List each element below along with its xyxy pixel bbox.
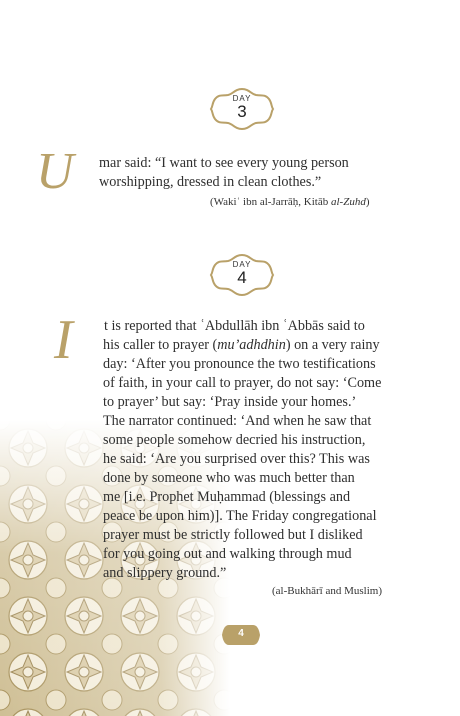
day-3-quote (99, 154, 349, 192)
quote-line: worshipping, dressed in clean clothes.” (99, 174, 322, 190)
day-4-citation: (al-Bukhārī and Muslim) (272, 585, 382, 597)
day-number: 3 (237, 102, 247, 121)
narration-line: of faith, in your call to prayer, do not say: ‘Come (103, 375, 382, 391)
narration-line: and slippery ground.” (103, 565, 227, 581)
day-4-narration-body (103, 336, 381, 583)
narration-line: The narrator continued: ‘And when he saw that (103, 413, 372, 429)
day-label: DAY (232, 94, 252, 103)
quote-line: mar said: “I want to see every young person (99, 155, 349, 171)
day-label: DAY (232, 260, 252, 269)
narration-line: me [i.e. Prophet Muḥammad (blessings and (103, 489, 351, 505)
narration-line: his caller to prayer (mu’adhdhin) on a very rainy (103, 337, 380, 353)
day-3-badge (209, 87, 275, 131)
dropcap-letter: I (54, 309, 73, 371)
narration-line: t is reported that ʿAbdullāh ibn ʿAbbās said to (104, 318, 365, 334)
narration-line: he said: ‘Are you surprised over this? This was (103, 451, 370, 467)
narration-line: done by someone who was much better than (103, 470, 355, 486)
narration-line: to prayer’ but say: ‘Pray inside your homes.’ (103, 394, 357, 410)
day-4-narration (104, 317, 365, 336)
page-number-badge (221, 624, 261, 646)
day-3-citation: (Wakiʿ ibn al-Jarrāḥ, Kitāb al-Zuhd) (210, 196, 370, 208)
page-number: 4 (238, 628, 244, 639)
narration-line: some people somehow decried his instruction, (103, 432, 366, 448)
narration-line: prayer must be strictly followed but I disliked (103, 527, 363, 543)
narration-line: peace be upon him)]. The Friday congregational (103, 508, 377, 524)
narration-line: for you going out and walking through mud (103, 546, 352, 562)
day-number: 4 (237, 268, 247, 287)
day-4-badge (209, 253, 275, 297)
dropcap-letter: U (36, 143, 74, 200)
narration-line: day: ‘After you pronounce the two testifications (103, 356, 376, 372)
